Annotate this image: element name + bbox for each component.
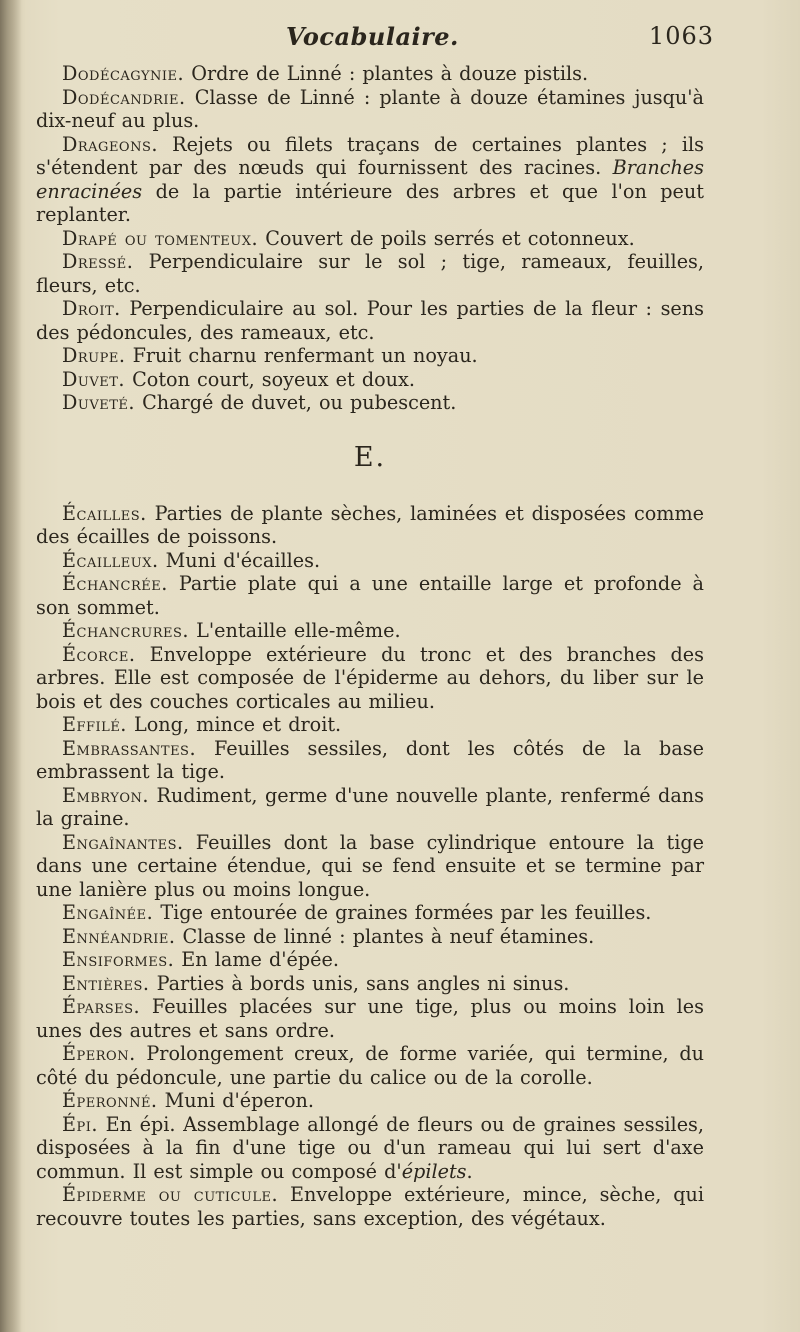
entry-term: Éparses. xyxy=(62,995,141,1018)
glossary-entry xyxy=(36,972,704,996)
glossary-entry xyxy=(36,86,704,133)
entry-definition: Coton court, soyeux et doux. xyxy=(125,367,415,391)
entry-term: Échancrures. xyxy=(62,619,190,642)
entry-term: Écorce. xyxy=(62,642,136,666)
entry-term: Échancrée. xyxy=(62,572,168,595)
entry-definition-continued: . xyxy=(466,1159,473,1183)
glossary-entry xyxy=(36,948,704,972)
entry-italic-phrase: épilets xyxy=(401,1159,467,1183)
glossary-entry xyxy=(36,227,704,251)
entry-definition: Classe de Linné : plante à douze étamines jusqu'à dix-neuf au plus. xyxy=(36,85,704,132)
entry-definition: Muni d'écailles. xyxy=(158,548,321,572)
entry-definition: Feuilles dont la base cylindrique entoure la tige dans une certaine étendue, qui se fend ensuite et se termine par une lanière plus ou moins longue. xyxy=(36,830,704,901)
glossary-entry xyxy=(36,713,704,737)
glossary-entry xyxy=(36,1113,704,1184)
glossary-entry xyxy=(36,1042,704,1089)
glossary-entry xyxy=(36,995,704,1042)
entry-definition-continued: de la partie intérieure des arbres et que l'on peut replanter. xyxy=(36,179,704,226)
entry-definition: Partie plate qui a une entaille large et profonde à son sommet. xyxy=(36,572,704,619)
page-binding-shadow xyxy=(0,0,22,1332)
entry-term: Ensiformes. xyxy=(62,948,175,971)
entry-term: Drapé ou tomenteux. xyxy=(62,226,259,250)
entry-definition: En épi. Assemblage allongé de fleurs ou de graines sessiles, disposées à la fin d'une tige ou d'un rameau qui lui sert d'axe commun. Il est simple ou composé d' xyxy=(36,1112,704,1183)
glossary-entry xyxy=(36,831,704,902)
entry-term: Épiderme ou cuticule. xyxy=(62,1183,279,1206)
entry-term: Engaînantes. xyxy=(62,830,184,854)
entry-definition: Tige entourée de graines formées par les feuilles. xyxy=(153,901,652,924)
entry-term: Écailleux. xyxy=(62,548,159,572)
entry-definition: Parties de plante sèches, laminées et disposées comme des écailles de poissons. xyxy=(36,501,704,548)
entry-term: Épi. xyxy=(62,1112,98,1136)
entry-definition: Feuilles placées sur une tige, plus ou moins loin les unes des autres et sans ordre. xyxy=(36,995,704,1042)
entry-term: Drageons. xyxy=(62,132,158,156)
glossary-entry xyxy=(36,619,704,643)
glossary-entry xyxy=(36,549,704,573)
page-number: 1063 xyxy=(648,22,714,50)
entry-definition: Perpendiculaire sur le sol ; tige, rameaux, feuilles, fleurs, etc. xyxy=(36,250,704,297)
entry-term: Embrassantes. xyxy=(62,736,197,760)
glossary-entry xyxy=(36,344,704,368)
glossary-entry xyxy=(36,1183,704,1230)
entry-term: Entières. xyxy=(62,971,150,995)
glossary-entry xyxy=(36,133,704,227)
entry-term: Dodécagynie. xyxy=(62,62,185,85)
entry-definition: Couvert de poils serrés et cotonneux. xyxy=(258,226,635,250)
entry-definition: Chargé de duvet, ou pubescent. xyxy=(134,391,457,414)
entry-term: Ennéandrie. xyxy=(62,924,176,948)
glossary-entry xyxy=(36,925,704,949)
entry-definition: Fruit charnu renfermant un noyau. xyxy=(125,344,478,367)
glossary-entry xyxy=(36,297,704,344)
entry-definition: Enveloppe extérieure du tronc et des branches des arbres. Elle est composée de l'épiderme au dehors, du liber sur le bois et des couches corticales au milieu. xyxy=(36,642,704,713)
entry-definition: L'entaille elle-même. xyxy=(189,619,401,642)
entry-definition: Perpendiculaire au sol. Pour les parties de la fleur : sens des pédoncules, des rameaux, etc. xyxy=(36,297,704,344)
entry-term: Dressé. xyxy=(62,250,134,273)
entry-definition: En lame d'épée. xyxy=(174,948,339,971)
glossary-entry xyxy=(36,901,704,925)
running-head: Vocabulaire. xyxy=(286,22,459,51)
entry-term: Duvet. xyxy=(62,367,125,391)
glossary-entry xyxy=(36,502,704,549)
entry-definition: Parties à bords unis, sans angles ni sinus. xyxy=(149,971,570,995)
glossary-entry xyxy=(36,391,704,415)
glossary-entry xyxy=(36,368,704,392)
page-content xyxy=(36,20,714,1230)
entry-definition: Enveloppe extérieure, mince, sèche, qui recouvre toutes les parties, sans exception, des végétaux. xyxy=(36,1183,704,1230)
entry-definition: Classe de linné : plantes à neuf étamines. xyxy=(175,924,595,948)
page-header xyxy=(36,20,714,62)
entry-term: Dodécandrie. xyxy=(62,85,186,109)
entry-term: Éperonné. xyxy=(62,1089,158,1112)
entry-italic-phrase: Branches enracinées xyxy=(36,156,704,203)
glossary-entry xyxy=(36,643,704,714)
entry-term: Engaînée. xyxy=(62,901,154,924)
entry-term: Éperon. xyxy=(62,1042,136,1065)
glossary-entry xyxy=(36,784,704,831)
entries-letter-d xyxy=(36,62,704,415)
entry-term: Écailles. xyxy=(62,501,147,525)
entry-definition: Muni d'éperon. xyxy=(157,1089,314,1112)
glossary-entry xyxy=(36,62,704,86)
entry-term: Droit. xyxy=(62,297,121,320)
entry-definition: Rejets ou filets traçans de certaines plantes ; ils s'étendent par des nœuds qui fournissent des racines. xyxy=(36,132,704,179)
glossary-entry xyxy=(36,572,704,619)
glossary-entry xyxy=(36,737,704,784)
glossary-entry xyxy=(36,250,704,297)
section-letter-heading: E. xyxy=(353,441,387,473)
entry-definition: Feuilles sessiles, dont les côtés de la base embrassent la tige. xyxy=(36,736,704,783)
entry-definition: Prolongement creux, de forme variée, qui termine, du côté du pédoncule, une partie du calice ou de la corolle. xyxy=(36,1042,704,1089)
entry-definition: Rudiment, germe d'une nouvelle plante, renfermé dans la graine. xyxy=(36,783,704,830)
entry-term: Drupe. xyxy=(62,344,126,367)
entry-term: Duveté. xyxy=(62,391,135,414)
entry-term: Embryon. xyxy=(62,783,149,807)
glossary-entry xyxy=(36,1089,704,1113)
entries-letter-e xyxy=(36,502,704,1231)
entry-definition: Long, mince et droit. xyxy=(126,713,342,736)
entry-definition: Ordre de Linné : plantes à douze pistils. xyxy=(184,62,589,85)
entry-term: Effilé. xyxy=(62,713,127,736)
